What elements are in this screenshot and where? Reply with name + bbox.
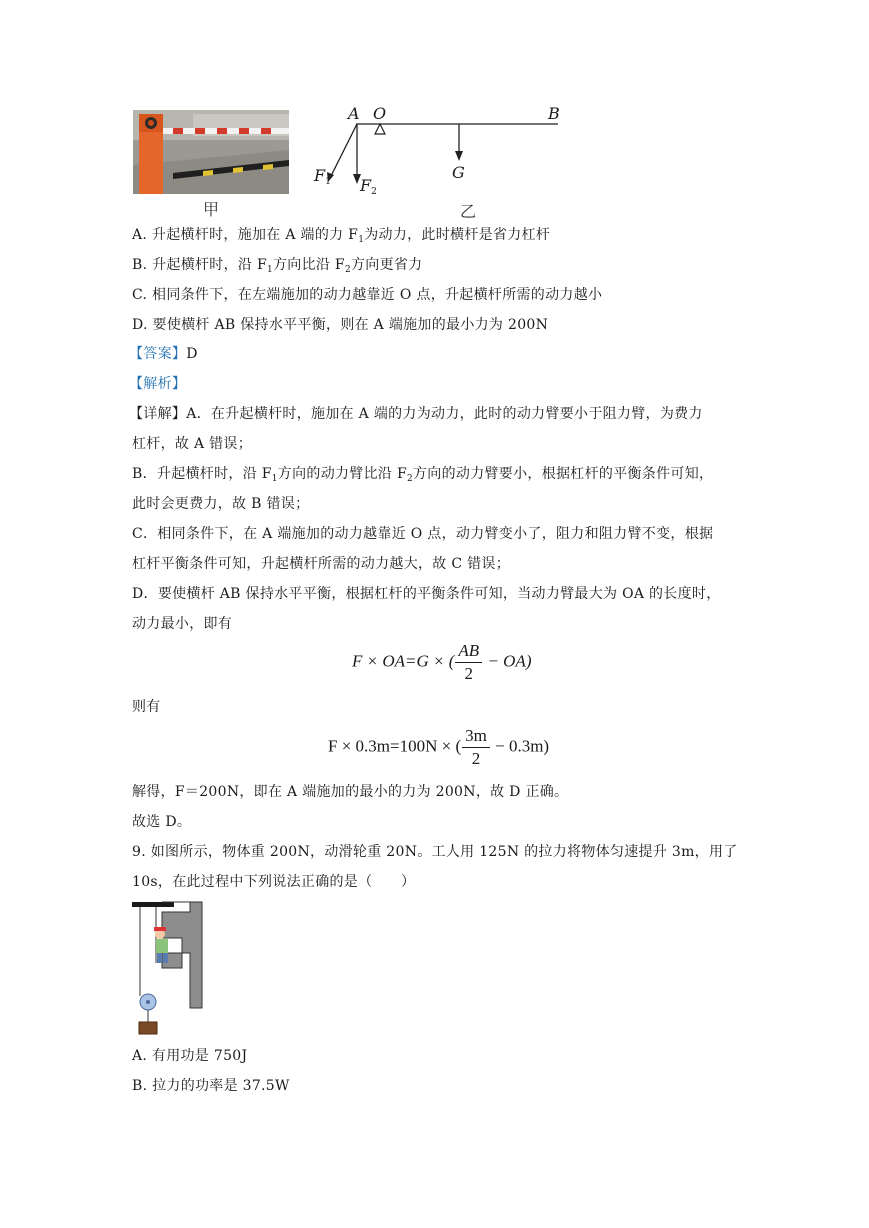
label-b: B [548, 104, 560, 123]
detail-c-line1: C．相同条件下，在 A 端施加的动力越靠近 O 点，动力臂变小了，阻力和阻力臂不变，根据 [132, 526, 714, 542]
detail-d-line1: D．要使横杆 AB 保持水平平衡，根据杠杆的平衡条件可知，当动力臂最大为 OA 的长度时， [132, 586, 721, 602]
label-f2: F2 [360, 176, 377, 197]
detail-d-line2: 动力最小，即有 [132, 616, 233, 632]
equation-1: F × OA=G × ( $\frac{AB}{2}$ − OA) [352, 641, 532, 683]
option-d: D. 要使横杆 AB 保持水平平衡，则在 A 端施加的最小力为 200N [132, 317, 549, 333]
answer-line: 【答案】D [129, 346, 198, 362]
pulley-diagram [132, 898, 208, 1040]
detail-tag: 【详解】 [129, 406, 187, 422]
question-9-line1: 9. 如图所示，物体重 200N，动滑轮重 20N。工人用 125N 的拉力将物体匀速提升 3m，用了 [132, 844, 738, 860]
label-g: G [452, 163, 465, 182]
detail-b-line1: B．升起横杆时，沿 $F_1$方向的动力臂比沿 $F_2$方向的动力臂要小，根据杠杆的平衡条件可知， [132, 466, 714, 484]
question-9-option-a: A. 有用功是 750J [132, 1048, 248, 1064]
answer-tag: 【答案】 [129, 346, 187, 362]
choose-line: 故选 D。 [132, 814, 192, 830]
analysis-tag: 【解析】 [129, 376, 187, 392]
barrier-gate-photo [133, 110, 289, 194]
then-line: 则有 [132, 699, 161, 715]
option-c: C. 相同条件下，在左端施加的动力越靠近 O 点，升起横杆所需的动力越小 [132, 287, 603, 303]
option-b: B. 升起横杆时，沿 $F_1$方向比沿 $F_2$方向更省力 [132, 257, 423, 275]
detail-a-line2: 杠杆，故 A 错误； [132, 436, 253, 452]
detail-b-line2: 此时会更费力，故 B 错误； [132, 496, 310, 512]
equation-2: F × 0.3m=100N × ( $\frac{3m}{2}$ − 0.3m) [328, 726, 550, 768]
caption-jia: 甲 [203, 200, 220, 219]
label-f1: F1 [314, 166, 331, 187]
label-a: A [348, 104, 360, 123]
detail-a-line1: 【详解】A．在升起横杆时，施加在 A 端的力为动力，此时的动力臂要小于阻力臂，为费力 [129, 406, 703, 422]
lever-diagram [308, 100, 568, 195]
solve-line: 解得，F＝200N，即在 A 端施加的最小的力为 200N，故 D 正确。 [132, 784, 569, 800]
question-9-option-b: B. 拉力的功率是 37.5W [132, 1078, 290, 1094]
caption-yi: 乙 [460, 202, 477, 221]
option-a: A. 升起横杆时，施加在 A 端的力 $F_1$为动力，此时横杆是省力杠杆 [132, 227, 551, 245]
detail-c-line2: 杠杆平衡条件可知，升起横杆所需的动力越大，故 C 错误； [132, 556, 511, 572]
question-9-line2: 10s，在此过程中下列说法正确的是（ ） [132, 874, 416, 890]
label-o: O [373, 104, 387, 123]
